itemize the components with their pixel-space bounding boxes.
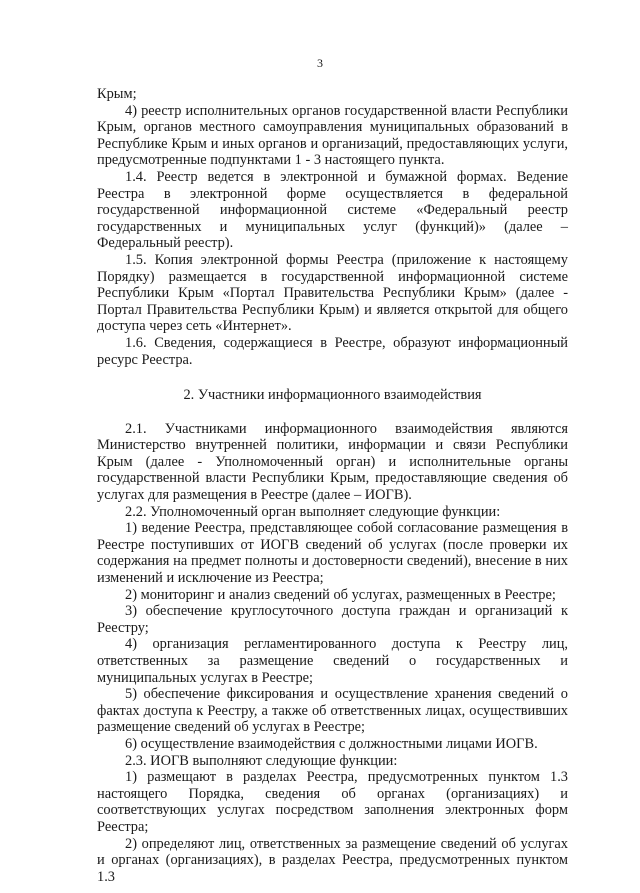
paragraph: 2.3. ИОГВ выполняют следующие функции: bbox=[125, 752, 398, 769]
list-item: 3) обеспечение круглосуточного доступа граждан и организаций к Реестру; bbox=[97, 603, 568, 636]
paragraph: Крым; bbox=[97, 86, 137, 102]
paragraph: 4) реестр исполнительных органов государственной власти Республики Крым, органов местного самоуправления муниципальных образований в Республике Крым и иных органов и организаций, предоставляющих услуги, предусмотренные подпунктами 1 - 3 настоящего пункта. bbox=[97, 102, 568, 169]
list-item: 5) обеспечение фиксирования и осуществление хранения сведений о фактах доступа к Реестру, а также об ответственных лицах, осуществивших размещение сведений об услугах в Реестре; bbox=[97, 686, 568, 736]
list-item: 2) мониторинг и анализ сведений об услугах, размещенных в Реестре; bbox=[125, 586, 556, 603]
paragraph: 1.6. Сведения, содержащиеся в Реестре, образуют информационный ресурс Реестра. bbox=[97, 334, 568, 368]
paragraph: 2.1. Участниками информационного взаимодействия являются Министерство внутренней политики, информации и связи Республики Крым (далее - Уполномоченный орган) и исполнительные органы государственной власти Республики Крым, предоставляющие сведения об услугах для размещения в Реестре (далее – ИОГВ). bbox=[97, 420, 568, 504]
document-body bbox=[97, 86, 568, 885]
paragraph: 1.4. Реестр ведется в электронной и бумажной формах. Ведение Реестра в электронной форме осуществляется в федеральной государственной информационной системе «Федеральный реестр государственных и муниципальных услуг (функций)» (далее – Федеральный реестр). bbox=[97, 168, 568, 252]
list-item: 6) осуществление взаимодействия с должностными лицами ИОГВ. bbox=[125, 735, 538, 752]
list-item: 1) размещают в разделах Реестра, предусмотренных пунктом 1.3 настоящего Порядка, сведения об органах (организациях) и соответствующих услугах посредством заполнения электронных форм Реестра; bbox=[97, 769, 568, 835]
page-number: 3 bbox=[317, 56, 323, 70]
list-item: 4) организация регламентированного доступа к Реестру лиц, ответственных за размещение сведений о государственных и муниципальных услугах в Реестре; bbox=[97, 636, 568, 686]
section-heading: 2. Участники информационного взаимодействия bbox=[183, 387, 482, 404]
paragraph: 2.2. Уполномоченный орган выполняет следующие функции: bbox=[125, 503, 501, 520]
list-item: 2) определяют лиц, ответственных за размещение сведений об услугах и органах (организациях), в разделах Реестра, предусмотренных пунктом 1.3 bbox=[97, 835, 568, 885]
list-item: 1) ведение Реестра, представляющее собой согласование размещения в Реестре поступивших от ИОГВ сведений об услугах (после проверки их содержания на предмет полноты и достоверности сведений), внесение в них изменений и исключение из Реестра; bbox=[97, 520, 568, 587]
paragraph: 1.5. Копия электронной формы Реестра (приложение к настоящему Порядку) размещается в государственной информационной системе Республики Крым «Портал Правительства Республики Крым» (далее - Портал Правительства Республики Крым) и является открытой для общего доступа через сеть «Интернет». bbox=[97, 251, 568, 335]
